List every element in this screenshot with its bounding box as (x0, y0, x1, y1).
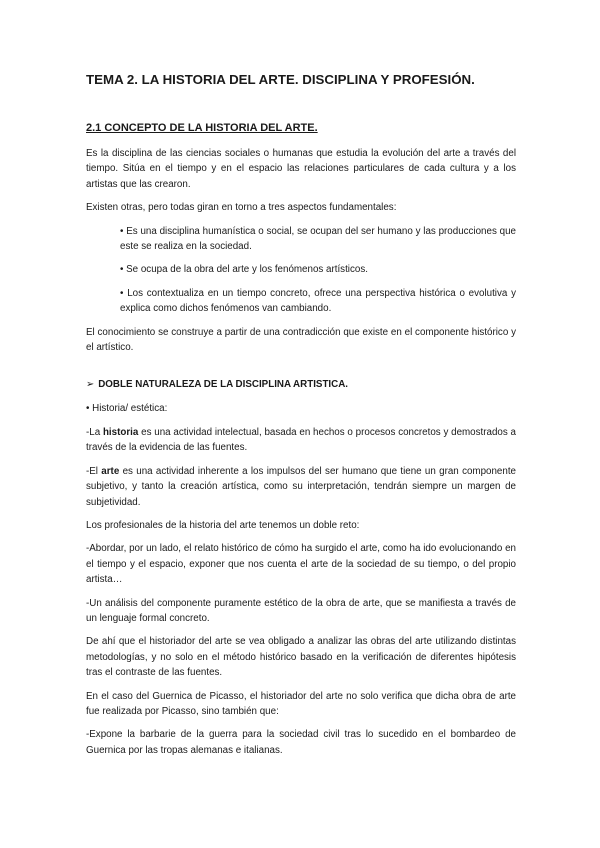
historia-prefix: -La (86, 426, 103, 438)
arte-bold-term: arte (101, 465, 120, 477)
historia-rest: es una actividad intelectual, basada en hechos o procesos concretos y demostrados a través de la evidencia de las fuentes. (86, 426, 516, 454)
aspects-intro-paragraph: Existen otras, pero todas giran en torno a tres aspectos fundamentales: (86, 202, 397, 214)
aspect-item-3: • Los contextualiza en un tiempo concreto, ofrece una perspectiva histórica o evolutiva y explica como dichos fenómenos van cambiando. (120, 287, 516, 315)
subheading (86, 377, 516, 392)
intro-paragraph: Es la disciplina de las ciencias sociales o humanas que estudia la evolución del arte a través del tiempo. Sitúa en el tiempo y en el espacio las relaciones particulares de cada cultura y a los artistas que las crearon. (86, 148, 516, 190)
reto-1-paragraph: -Abordar, por un lado, el relato histórico de cómo ha surgido el arte, como ha ido evolucionando en el tiempo y el espacio, exponer que nos cuenta el arte de la sociedad de su tiempo, o del propio artista… (86, 543, 516, 586)
page-title: TEMA 2. LA HISTORIA DEL ARTE. DISCIPLINA Y PROFESIÓN. (86, 72, 475, 87)
aspect-item-2: • Se ocupa de la obra del arte y los fenómenos artísticos. (120, 264, 368, 276)
arte-paragraph (86, 464, 516, 510)
history-aesthetic-label: • Historia/ estética: (86, 403, 168, 415)
reto-2-paragraph: -Un análisis del componente puramente estético de la obra de arte, que se manifiesta a través de un lenguaje formal concreto. (86, 597, 516, 624)
arte-rest: es una actividad inherente a los impulsos del ser humano que tiene un gran componente subjetivo, y tanto la creación artística, como su interpretación, tendrán siempre un margen de subjetividad. (86, 465, 516, 508)
guernica-paragraph: En el caso del Guernica de Picasso, el historiador del arte no solo verifica que dicha obra de arte fue realizada por Picasso, sino también que: (86, 690, 516, 717)
de-ahi-paragraph: De ahí que el historiador del arte se vea obligado a analizar las obras del arte utilizando distintas metodologías, y no solo en el método histórico basado en la verificación de diferentes hipótesis tras el contraste de las fuentes. (86, 636, 516, 679)
arrow-bullet-icon: ➢ (86, 379, 95, 391)
professionals-paragraph: Los profesionales de la historia del arte tenemos un doble reto: (86, 519, 360, 531)
historia-bold-term: historia (102, 426, 139, 438)
aspect-item-1: • Es una disciplina humanística o social, se ocupan del ser humano y las producciones que este se realiza en la sociedad. (120, 225, 516, 253)
arte-prefix: -El (86, 465, 102, 477)
knowledge-paragraph: El conocimiento se construye a partir de una contradicción que existe en el componente histórico y el artístico. (86, 326, 516, 354)
section-heading: 2.1 CONCEPTO DE LA HISTORIA DEL ARTE. (86, 122, 318, 134)
barbarie-paragraph: -Expone la barbarie de la guerra para la sociedad civil tras lo sucedido en el bombardeo de Guernica por las tropas alemanas e italianas. (86, 729, 516, 756)
historia-paragraph (86, 425, 516, 456)
aspects-list (86, 224, 516, 317)
subheading-text: DOBLE NATURALEZA DE LA DISCIPLINA ARTISTICA. (98, 379, 349, 391)
